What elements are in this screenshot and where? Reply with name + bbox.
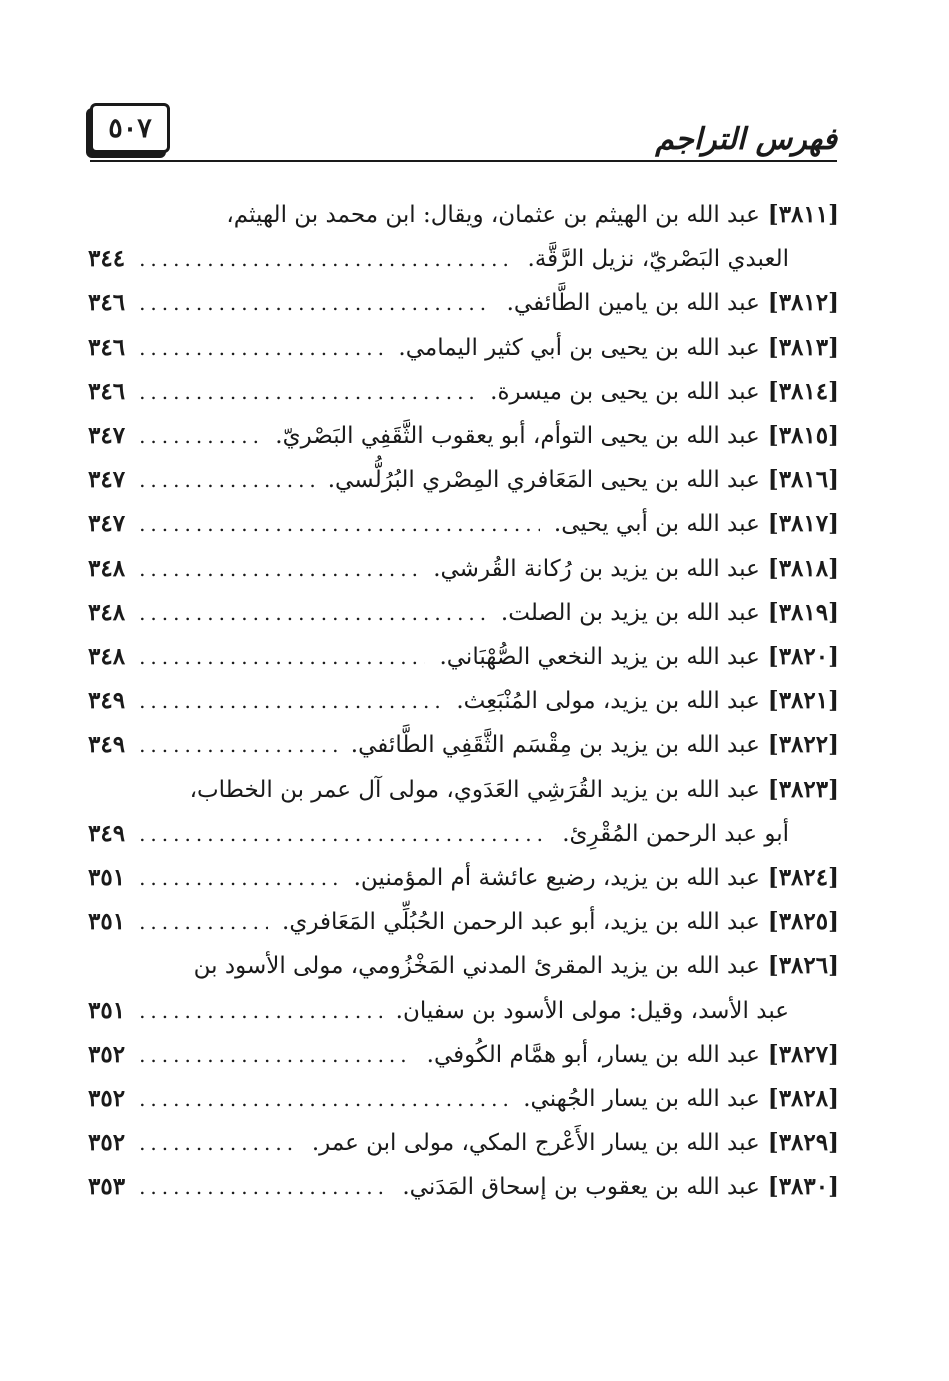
entry-name: عبد الله بن يزيد القُرَشِي العَدَوي، مولى آل عمر بن الخطاب، bbox=[189, 776, 760, 803]
entry-name: عبد الله بن يزيد، رضيع عائشة أم المؤمنين. bbox=[353, 865, 760, 891]
index-entry bbox=[88, 1121, 839, 1165]
leader-dots bbox=[139, 635, 425, 679]
leader-dots bbox=[139, 281, 493, 325]
index-entry-continuation bbox=[88, 989, 789, 1033]
entry-page-number: ٣٤٨ bbox=[88, 643, 126, 670]
entry-name: عبد الله بن يحيى المَعَافري المِصْري البُرُلُّسي. bbox=[327, 467, 760, 494]
entry-number: [٣٨١٨] bbox=[767, 554, 839, 582]
entry-number: [٣٨١٧] bbox=[767, 510, 839, 538]
entry-name: عبد الله بن يحيى بن أبي كثير اليمامي. bbox=[398, 334, 760, 361]
index-entry bbox=[88, 768, 839, 812]
index-entry bbox=[88, 1033, 839, 1077]
index-entry bbox=[88, 414, 839, 458]
entry-name: عبد الله بن أبي يحيى. bbox=[553, 511, 760, 538]
index-entry bbox=[88, 679, 839, 723]
entry-name: عبد الله بن الهيثم بن عثمان، ويقال: ابن محمد بن الهيثم، bbox=[226, 202, 760, 228]
index-entry bbox=[88, 635, 839, 679]
index-entry bbox=[88, 1077, 839, 1121]
entry-number: [٣٨٢٧] bbox=[767, 1040, 839, 1068]
entry-number: [٣٨١٥] bbox=[767, 422, 839, 449]
entry-name-continued: أبو عبد الرحمن المُقْرِئ. bbox=[562, 820, 789, 847]
entry-page-number: ٣٤٨ bbox=[88, 554, 126, 582]
entry-page-number: ٣٤٧ bbox=[88, 422, 126, 449]
entry-number: [٣٨٢٢] bbox=[767, 731, 839, 759]
leader-dots bbox=[139, 458, 314, 502]
leader-dots bbox=[139, 326, 384, 370]
page-header-title: فهرس التراجم bbox=[655, 122, 837, 157]
index-entry-continuation bbox=[88, 812, 789, 856]
index-entry bbox=[88, 944, 839, 988]
entry-name: عبد الله بن يامين الطَّائفي. bbox=[506, 290, 760, 317]
entry-number: [٣٨١٩] bbox=[767, 598, 839, 626]
page-number: ٥٠٧ bbox=[108, 112, 152, 144]
entry-number: [٣٨٢٨] bbox=[767, 1085, 839, 1112]
entry-page-number: ٣٥٢ bbox=[88, 1040, 126, 1068]
index-entry bbox=[88, 900, 839, 944]
leader-dots bbox=[139, 237, 513, 281]
entry-number: [٣٨٢٥] bbox=[767, 908, 839, 936]
entry-page-number: ٣٥١ bbox=[88, 908, 126, 936]
entry-name: عبد الله بن يزيد، أبو عبد الرحمن الحُبُلِّي المَعَافري. bbox=[282, 909, 760, 936]
entry-number: [٣٨١٦] bbox=[767, 466, 839, 494]
index-entry bbox=[88, 856, 839, 900]
index-entry bbox=[88, 370, 839, 414]
header-divider bbox=[90, 160, 837, 162]
entry-name: عبد الله بن يحيى التوأم، أبو يعقوب الثَّقَفِي البَصْريّ. bbox=[275, 423, 760, 449]
entry-name-continued: العبدي البَصْريّ، نزيل الرَّقَّة. bbox=[527, 246, 789, 273]
entry-page-number: ٣٤٩ bbox=[88, 687, 126, 715]
entry-number: [٣٨٢١] bbox=[767, 687, 839, 715]
entry-name: عبد الله بن يسار الأَعْرج المكي، مولى ابن عمر. bbox=[311, 1130, 760, 1157]
entry-name: عبد الله بن يزيد بن الصلت. bbox=[500, 599, 760, 626]
entry-name: عبد الله بن يزيد، مولى المُنْبَعِث. bbox=[456, 688, 760, 715]
entry-number: [٣٨٣٠] bbox=[767, 1173, 839, 1201]
page-number-box bbox=[90, 103, 170, 153]
entry-page-number: ٣٤٩ bbox=[88, 819, 126, 847]
entry-page-number: ٣٤٦ bbox=[88, 377, 126, 405]
entry-page-number: ٣٤٦ bbox=[88, 333, 126, 361]
entry-number: [٣٨٢٩] bbox=[767, 1129, 839, 1157]
entry-page-number: ٣٤٩ bbox=[88, 731, 126, 759]
leader-dots bbox=[139, 1165, 388, 1209]
index-entry bbox=[88, 1165, 839, 1209]
entry-name: عبد الله بن يسار، أبو همَّام الكُوفي. bbox=[426, 1041, 760, 1068]
entry-name: عبد الله بن يعقوب بن إسحاق المَدَني. bbox=[402, 1174, 760, 1201]
index-entry bbox=[88, 193, 839, 237]
leader-dots bbox=[139, 900, 268, 944]
entry-page-number: ٣٤٧ bbox=[88, 510, 126, 538]
index-entry bbox=[88, 326, 839, 370]
index-entry-continuation bbox=[88, 237, 789, 281]
leader-dots bbox=[139, 414, 261, 458]
index-entry bbox=[88, 458, 839, 502]
entry-number: [٣٨٢٣] bbox=[767, 775, 839, 803]
index-entry bbox=[88, 591, 839, 635]
entry-page-number: ٣٥١ bbox=[88, 864, 126, 891]
entry-name: عبد الله بن يزيد النخعي الصُّهْبَاني. bbox=[439, 644, 760, 670]
leader-dots bbox=[139, 1121, 298, 1165]
leader-dots bbox=[139, 679, 442, 723]
entry-number: [٣٨١١] bbox=[767, 201, 839, 228]
entry-number: [٣٨٢٠] bbox=[767, 643, 839, 670]
entry-page-number: ٣٤٦ bbox=[88, 289, 126, 317]
entry-page-number: ٣٥٢ bbox=[88, 1129, 126, 1157]
leader-dots bbox=[139, 1077, 509, 1121]
entry-number: [٣٨١٢] bbox=[767, 289, 839, 317]
entry-page-number: ٣٤٧ bbox=[88, 466, 126, 494]
leader-dots bbox=[139, 1033, 413, 1077]
leader-dots bbox=[139, 547, 419, 591]
index-entry bbox=[88, 723, 839, 767]
entry-name: عبد الله بن يحيى بن ميسرة. bbox=[490, 378, 760, 405]
entry-number: [٣٨٢٦] bbox=[767, 952, 839, 980]
leader-dots bbox=[139, 370, 476, 414]
leader-dots bbox=[139, 856, 340, 900]
entry-page-number: ٣٥٣ bbox=[88, 1173, 126, 1201]
entry-name: عبد الله بن يزيد المقرئ المدني المَخْزُومي، مولى الأسود بن bbox=[193, 953, 760, 980]
entry-name: عبد الله بن يسار الجُهني. bbox=[523, 1086, 760, 1112]
entry-page-number: ٣٥١ bbox=[88, 996, 126, 1024]
entry-name: عبد الله بن يزيد بن رُكانة القُرشي. bbox=[433, 555, 760, 582]
entry-number: [٣٨٢٤] bbox=[767, 864, 839, 891]
entry-name: عبد الله بن يزيد بن مِقْسَم الثَّقَفِي الطَّائفي. bbox=[350, 732, 760, 759]
entry-page-number: ٣٤٨ bbox=[88, 598, 126, 626]
leader-dots bbox=[139, 812, 548, 856]
entry-page-number: ٣٥٢ bbox=[88, 1085, 126, 1112]
entry-number: [٣٨١٤] bbox=[767, 377, 839, 405]
index-entry bbox=[88, 281, 839, 325]
leader-dots bbox=[139, 989, 382, 1033]
entry-page-number: ٣٤٤ bbox=[88, 245, 126, 273]
entry-name-continued: عبد الأسد، وقيل: مولى الأسود بن سفيان. bbox=[395, 997, 789, 1024]
leader-dots bbox=[139, 591, 487, 635]
index-entry bbox=[88, 547, 839, 591]
entry-number: [٣٨١٣] bbox=[767, 333, 839, 361]
leader-dots bbox=[139, 723, 337, 767]
index-entry bbox=[88, 502, 839, 546]
leader-dots bbox=[139, 502, 540, 546]
